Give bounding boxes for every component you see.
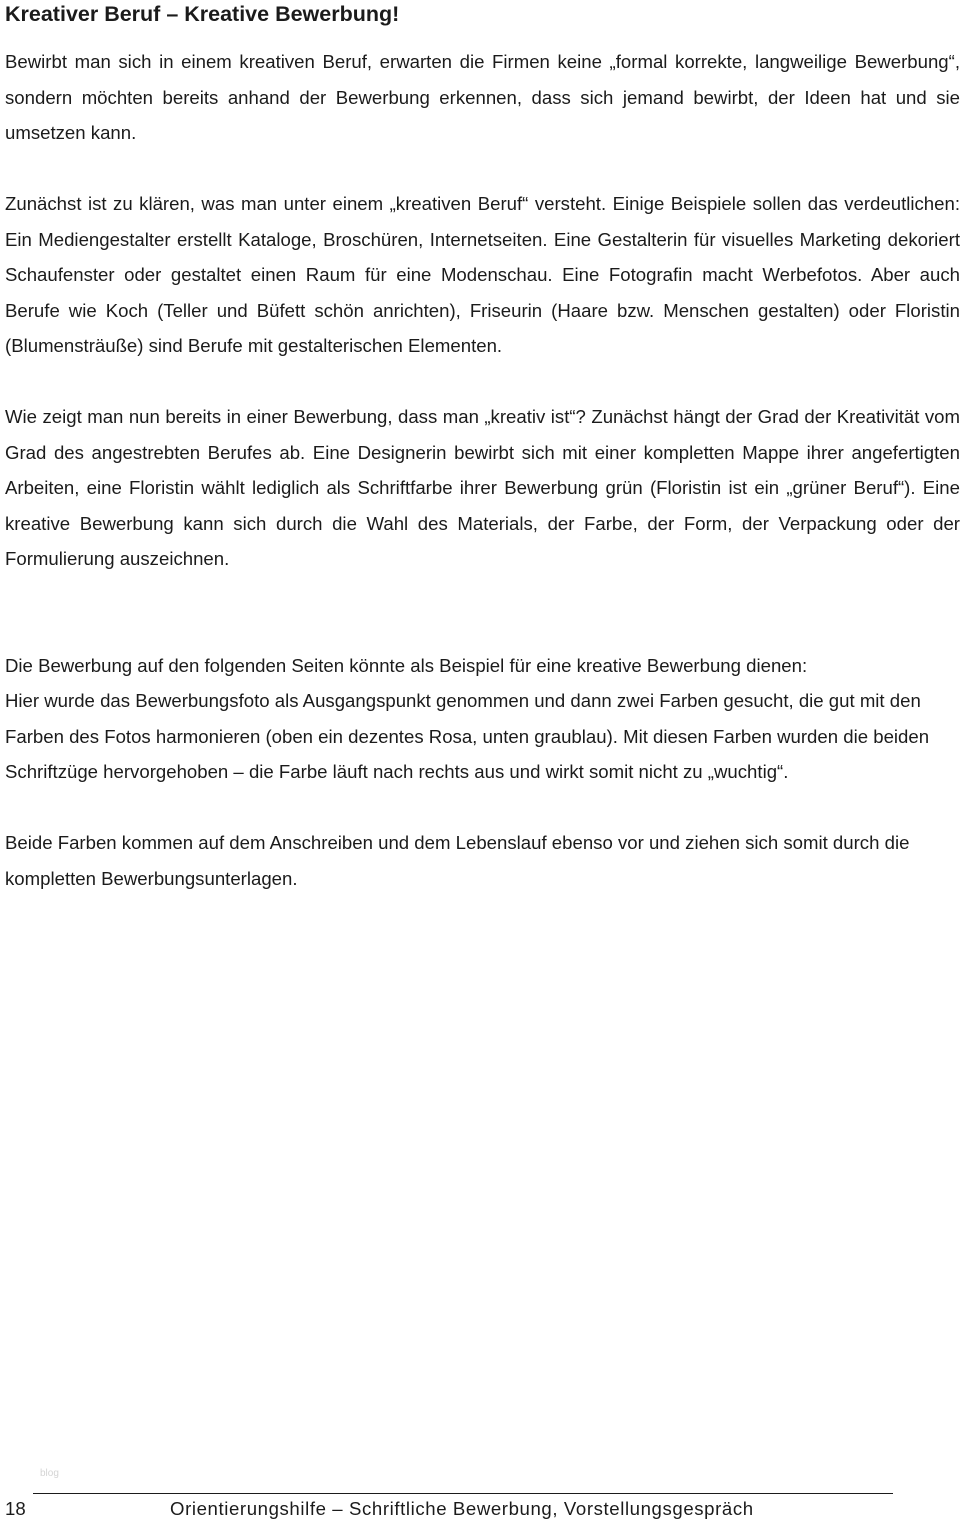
paragraph-example-conclusion: Beide Farben kommen auf dem Anschreiben und dem Lebenslauf ebenso vor und ziehen sich somit durch die kompletten Bewerbungsunterlagen. <box>5 832 910 889</box>
footer-text: Orientierungshilfe – Schriftliche Bewerbung, Vorstellungsgespräch <box>170 1498 754 1519</box>
footer-divider <box>33 1493 893 1494</box>
page-number: 18 <box>5 1498 26 1519</box>
paragraph-example-intro: Die Bewerbung auf den folgenden Seiten könnte als Beispiel für eine kreative Bewerbung dienen: <box>5 655 808 676</box>
page-title: Kreativer Beruf – Kreative Bewerbung! <box>5 2 400 26</box>
paragraph-example-colors: Hier wurde das Bewerbungsfoto als Ausgangspunkt genommen und dann zwei Farben gesucht, die gut mit den Farben des Fotos harmonieren (oben ein dezentes Rosa, unten graublau). Mit diesen Farben wurden die beiden Schriftzüge hervorgehoben – die Farbe läuft nach rechts aus und wirkt somit nicht zu „wuchtig“. <box>5 690 930 783</box>
watermark-text: blog <box>40 1468 59 1479</box>
paragraph-creative-professions: Zunächst ist zu klären, was man unter einem „kreativen Beruf“ versteht. Einige Beispiele sollen das verdeutlichen: Ein Mediengestalter erstellt Kataloge, Broschüren, Internetseiten. Eine Gestalterin für visuelles Marketing dekoriert Schaufenster oder gestaltet einen Raum für eine Modenschau. Eine Fotografin macht Werbefotos. Aber auch Berufe wie Koch (Teller und Büfett schön anrichten), Friseurin (Haare bzw. Menschen gestalten) oder Floristin (Blumensträuße) sind Berufe mit gestalterischen Elementen. <box>5 193 960 357</box>
paragraph-how-to-show-creativity: Wie zeigt man nun bereits in einer Bewerbung, dass man „kreativ ist“? Zunächst hängt der Grad der Kreativität vom Grad des angestrebten Berufes ab. Eine Designerin bewirbt sich mit einer kompletten Mappe ihrer angefertigten Arbeiten, eine Floristin wählt lediglich als Schriftfarbe ihrer Bewerbung grün (Floristin ist ein „grüner Beruf“). Eine kreative Bewerbung kann sich durch die Wahl des Materials, der Farbe, der Form, der Verpackung oder der Formulierung auszeichnen. <box>5 406 960 570</box>
paragraph-intro: Bewirbt man sich in einem kreativen Beruf, erwarten die Firmen keine „formal korrekte, langweilige Bewerbung“, sondern möchten bereits anhand der Bewerbung erkennen, dass sich jemand bewirbt, der Ideen hat und sie umsetzen kann. <box>5 51 960 144</box>
